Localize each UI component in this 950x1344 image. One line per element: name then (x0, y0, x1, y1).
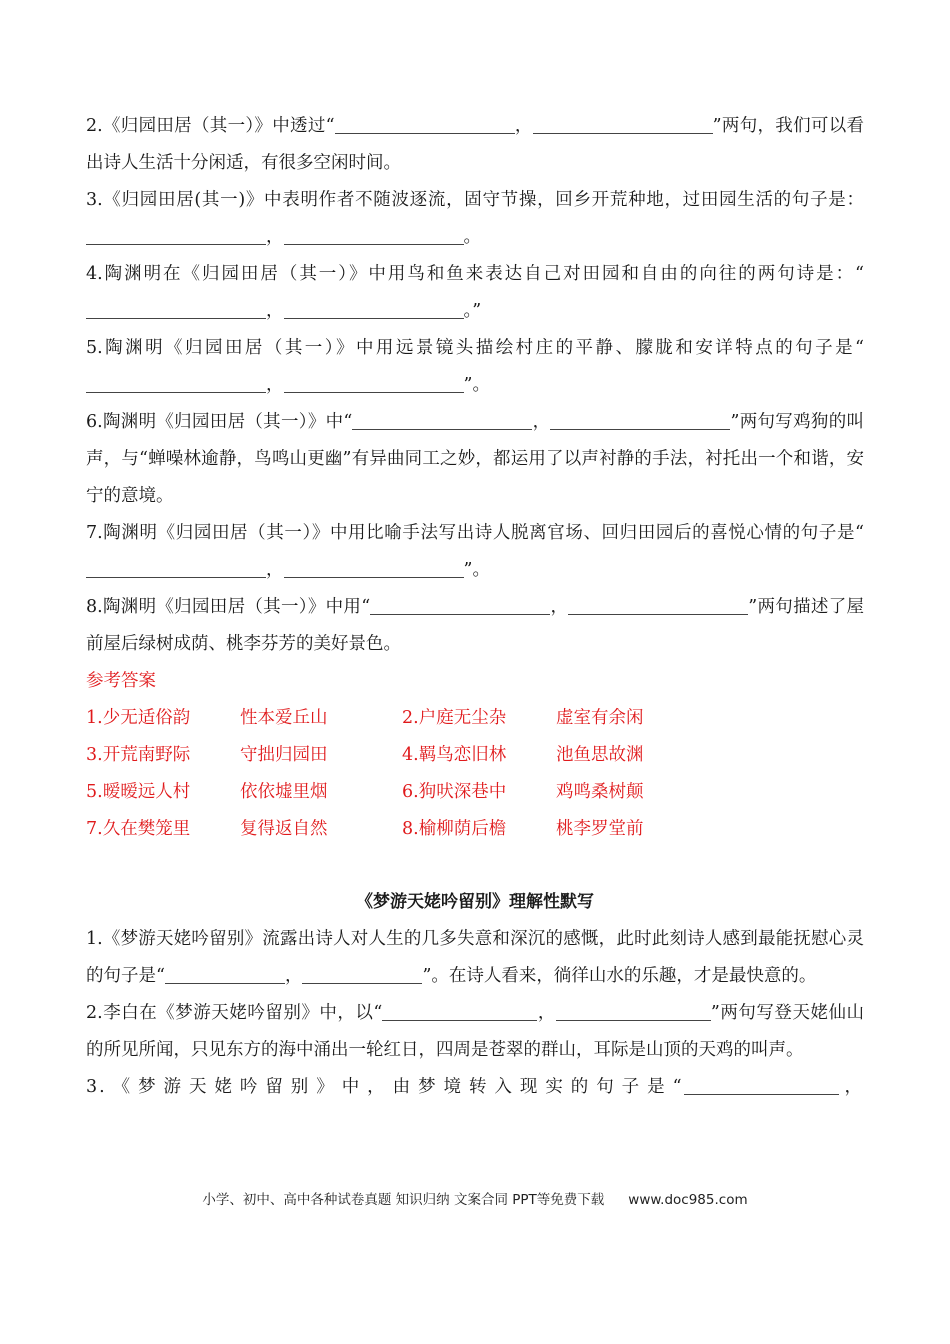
answer-blank[interactable] (165, 963, 285, 984)
document-page (86, 108, 864, 1106)
answer-row: 1.少无适俗韵 性本爱丘山 2.户庭无尘杂 虚室有余闲 (86, 708, 644, 728)
answers-title: 参考答案 (86, 671, 156, 691)
question-7: 7.陶渊明《归园田居（其一）》中用比喻手法写出诗人脱离官场、回归田园后的喜悦心情的句子是“， ”。 (86, 523, 864, 580)
answer-blank[interactable] (556, 1000, 711, 1021)
answer-blank[interactable] (86, 298, 266, 319)
answer-row: 7.久在樊笼里 复得返自然 8.榆柳荫后檐 桃李罗堂前 (86, 819, 644, 839)
answer-blank[interactable] (284, 224, 464, 245)
section-question-3: 3.《梦游天姥吟留别》中，由梦境转入现实的句子是“ ， (86, 1069, 864, 1106)
footer-site-link[interactable]: www.doc985.com (628, 1192, 748, 1208)
answer-blank[interactable] (550, 409, 730, 430)
question-6: 6.陶渊明《归园田居（其一）》中“ ， ”两句写鸡狗的叫声，与“蝉噪林逾静，鸟鸣山更幽”有异曲同工之妙，都运用了以声衬静的手法，衬托出一个和谐，安宁的意境。 (86, 404, 864, 515)
answer-blank[interactable] (684, 1074, 839, 1095)
answer-blank[interactable] (86, 372, 266, 393)
answer-blank[interactable] (86, 224, 266, 245)
answer-blank[interactable] (284, 372, 464, 393)
question-2: 2.《归园田居（其一）》中透过“ ， ”两句，我们可以看出诗人生活十分闲适，有很多空闲时间。 (86, 108, 864, 182)
answer-blank[interactable] (352, 409, 532, 430)
answer-blank[interactable] (302, 963, 422, 984)
answer-blank[interactable] (86, 557, 266, 578)
answer-blank[interactable] (382, 1000, 537, 1021)
page-footer (0, 1188, 950, 1208)
answer-blank[interactable] (284, 298, 464, 319)
question-3: 3.《归园田居(其一)》中表明作者不随波逐流，固守节操，回乡开荒种地，过田园生活的句子是：， 。 (86, 190, 864, 247)
question-4: 4.陶渊明在《归园田居（其一）》中用鸟和鱼来表达自己对田园和自由的向往的两句诗是：“， 。” (86, 264, 864, 321)
answer-blank[interactable] (335, 113, 515, 134)
answer-row: 3.开荒南野际 守拙归园田 4.羁鸟恋旧林 池鱼思故渊 (86, 745, 644, 765)
answer-blank[interactable] (284, 557, 464, 578)
answer-blank[interactable] (568, 594, 748, 615)
section-question-2: 2.李白在《梦游天姥吟留别》中，以“ ， ”两句写登天姥仙山的所见所闻，只见东方的海中涌出一轮红日，四周是苍翠的群山，耳际是山顶的天鸡的叫声。 (86, 995, 864, 1069)
answer-blank[interactable] (370, 594, 550, 615)
question-5: 5.陶渊明《归园田居（其一）》中用远景镜头描绘村庄的平静、朦胧和安详特点的句子是“， ”。 (86, 338, 864, 395)
section-title: 《梦游天姥吟留别》理解性默写 (356, 892, 594, 912)
answer-row: 5.暧暧远人村 依依墟里烟 6.狗吠深巷中 鸡鸣桑树颠 (86, 782, 644, 802)
answer-blank[interactable] (533, 113, 713, 134)
section-question-1: 1.《梦游天姥吟留别》流露出诗人对人生的几多失意和深沉的感慨，此时此刻诗人感到最能抚慰心灵的句子是“ ， ”。在诗人看来，徜徉山水的乐趣，才是最快意的。 (86, 929, 864, 986)
question-8: 8.陶渊明《归园田居（其一）》中用“ ， ”两句描述了屋前屋后绿树成荫、桃李芬芳的美好景色。 (86, 589, 864, 663)
footer-text: 小学、初中、高中各种试卷真题 知识归纳 文案合同 PPT等免费下载 (202, 1192, 605, 1208)
